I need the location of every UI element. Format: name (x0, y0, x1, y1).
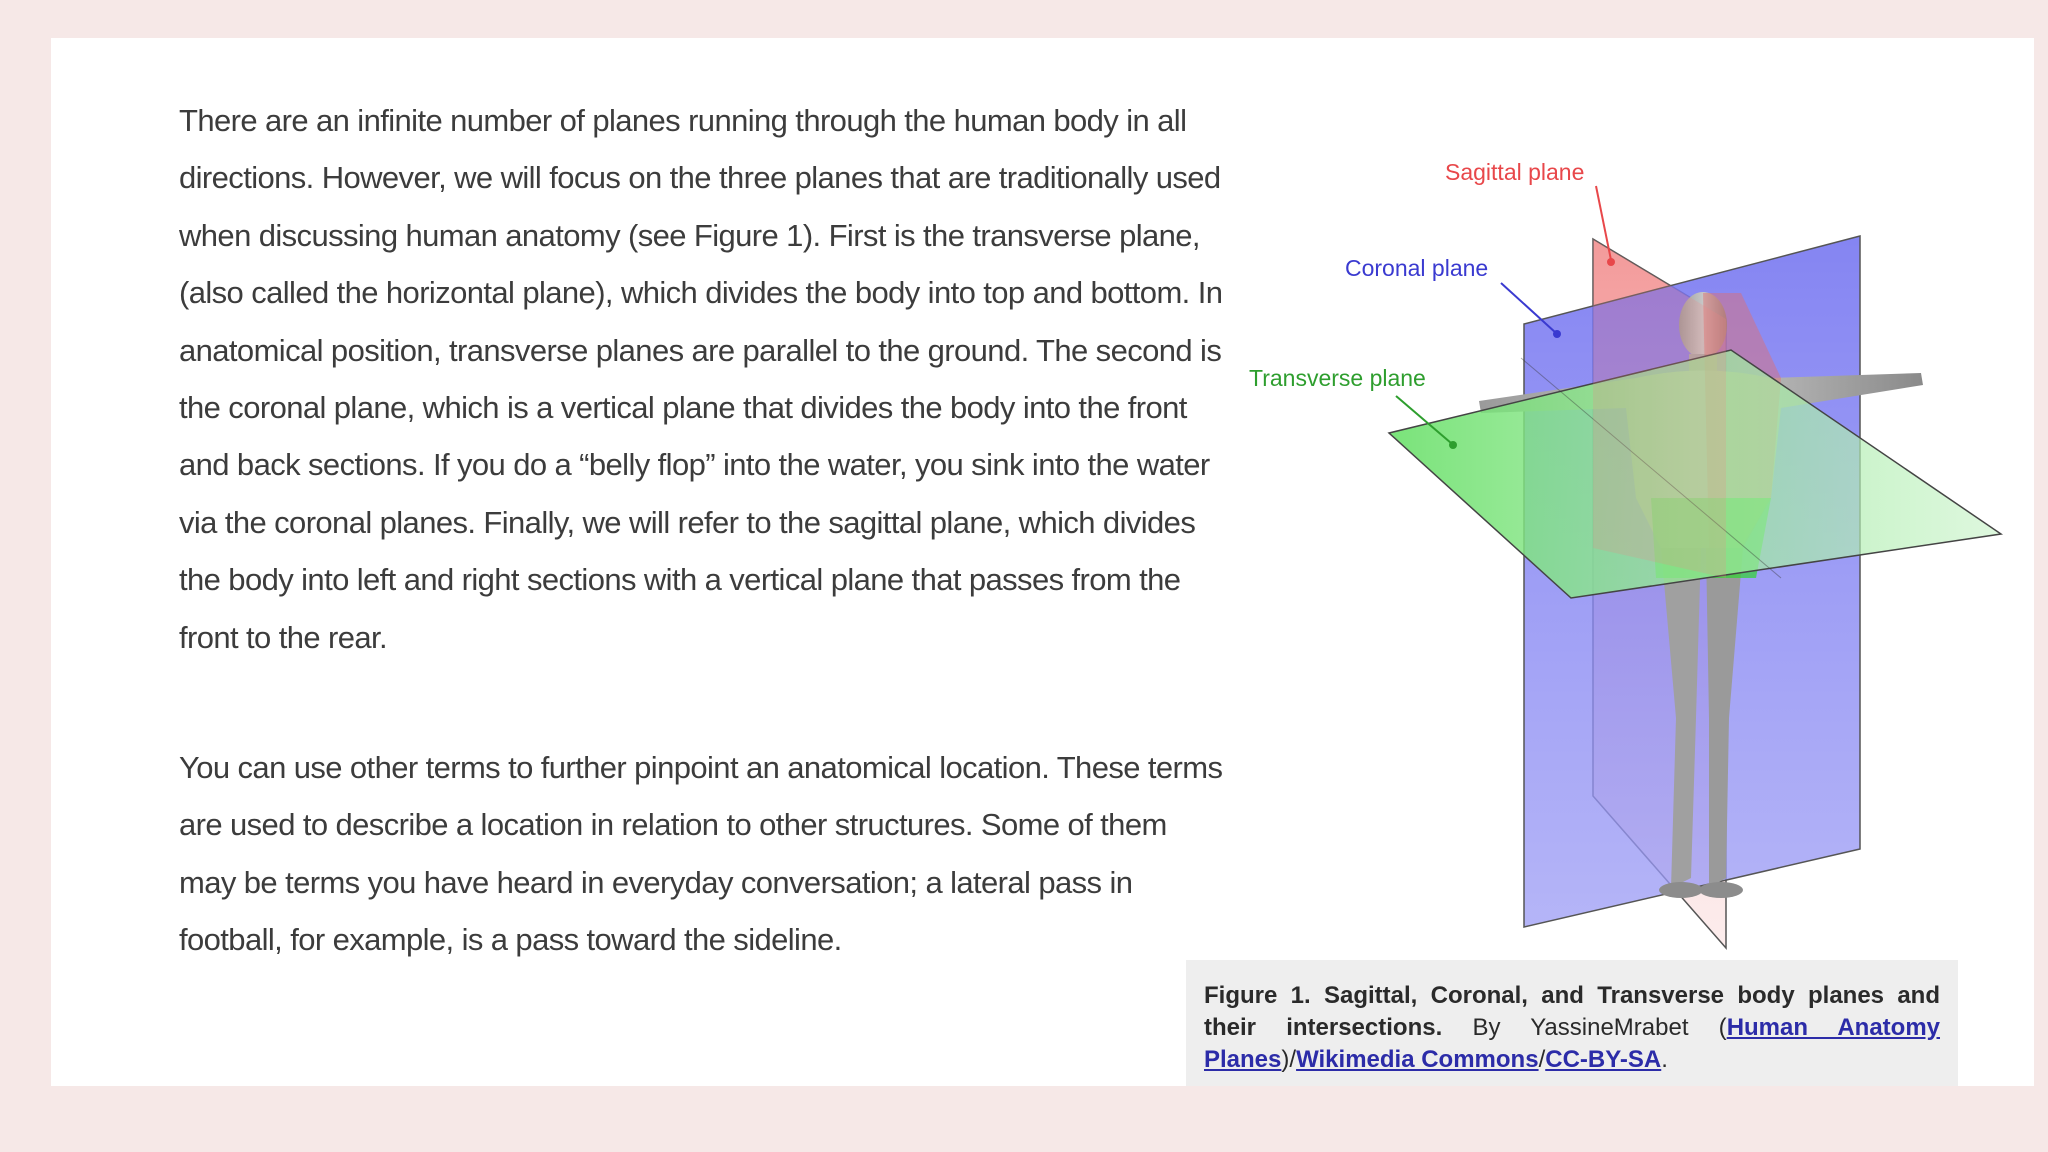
paragraph-terms: You can use other terms to further pinpoint an anatomical location. These terms are used to describe a location in relation to other structures. Some of them may be terms you have heard in everyday conversation; a lateral pass in football, for example, is a pass toward the sideline. (179, 750, 1223, 958)
human-anatomy-planes-link[interactable]: Human Anatomy Planes (1204, 1014, 1940, 1073)
transverse-label: Transverse plane (1249, 365, 1426, 391)
coronal-label: Coronal plane (1345, 255, 1489, 281)
caption-author: YassineMrabet (1530, 1014, 1689, 1041)
wikimedia-commons-link[interactable]: Wikimedia Commons (1296, 1046, 1539, 1073)
body-planes-figure (1181, 78, 2021, 978)
content-card (51, 38, 2034, 1086)
sagittal-label: Sagittal plane (1445, 159, 1585, 185)
body-planes-illustration (1181, 78, 2021, 978)
article-body (179, 92, 1229, 969)
caption-title: Figure 1. Sagittal, Coronal, and Transverse body planes and their intersections. (1204, 982, 1940, 1041)
caption-by: By (1472, 1014, 1501, 1041)
cc-by-sa-link[interactable]: CC-BY-SA (1545, 1046, 1662, 1073)
figure-caption: Figure 1. Sagittal, Coronal, and Transverse body planes and their intersections. By YassineMrabet (Human Anatomy Planes)/Wikimedia Commons/CC-BY-SA. (1186, 960, 1958, 1086)
paragraph-planes: There are an infinite number of planes running through the human body in all directions. However, we will focus on the three planes that are traditionally used when discussing human anatomy (see Figure 1). First is the transverse plane, (also called the horizontal plane), which divides the body into top and bottom. In anatomical position, transverse planes are parallel to the ground. The second is the coronal plane, which is a vertical plane that divides the body into the front and back sections. If you do a “belly flop” into the water, you sink into the water via the coronal planes. Finally, we will refer to the sagittal plane, which divides the body into left and right sections with a vertical plane that passes from the front to the rear. (179, 103, 1223, 655)
